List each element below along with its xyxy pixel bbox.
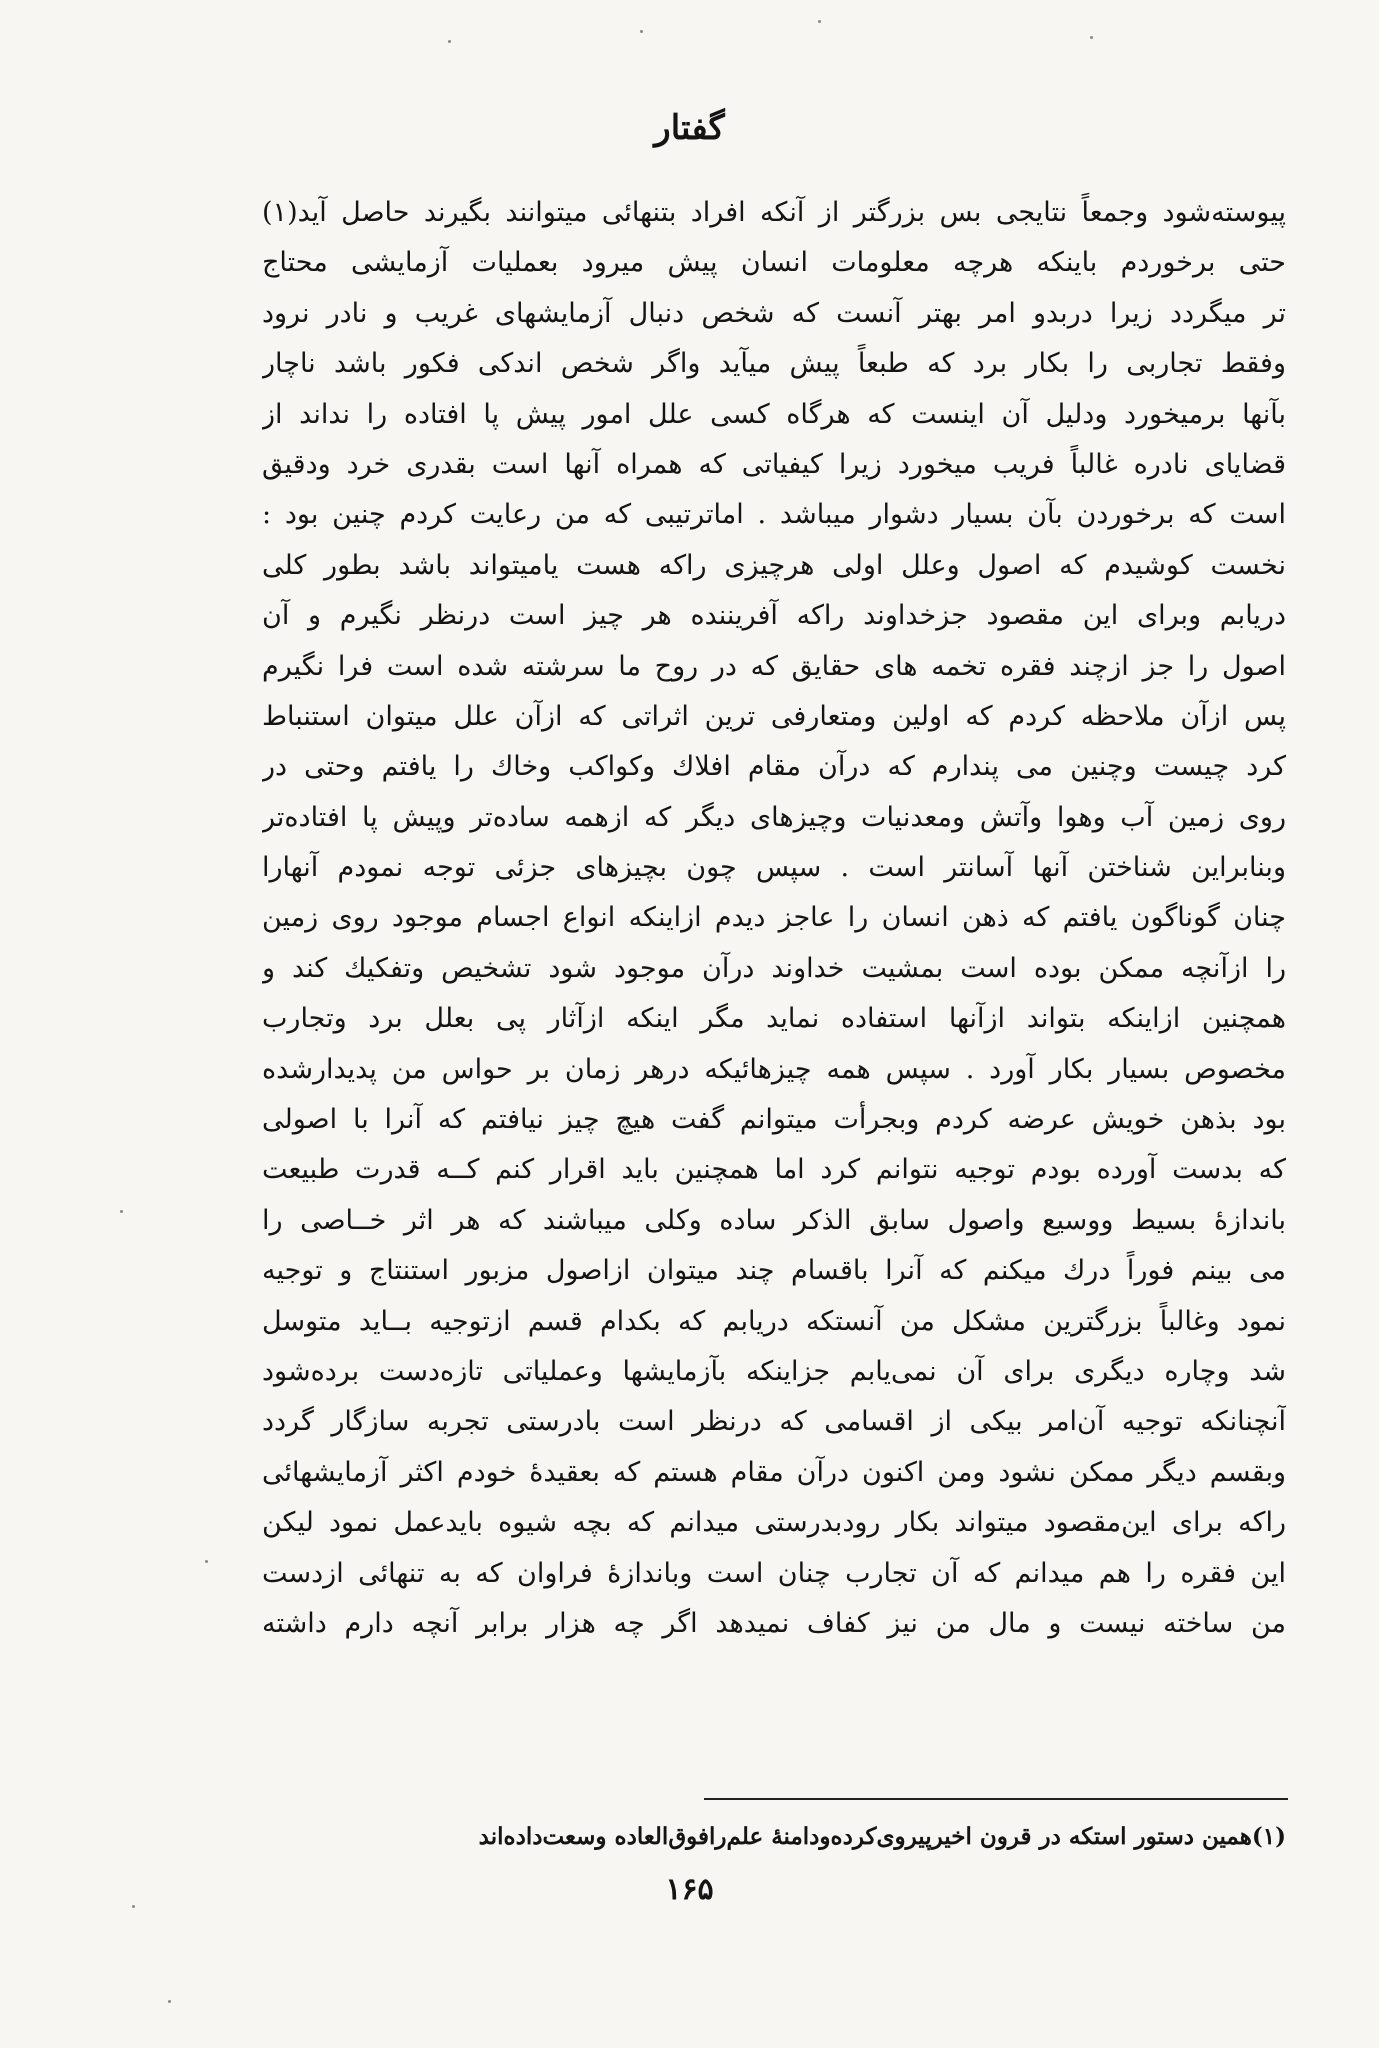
- text-line: را ازآنچه ممکن بوده است بمشیت خداوند درآن موجود شود تشخیص وتفکیك کند و: [262, 952, 1286, 984]
- text-line: وفقط تجاربی را بکار برد که طبعاً پیش میآید واگر شخص اندکی فکور باشد ناچار: [262, 348, 1286, 380]
- footnote-divider: [704, 1798, 1288, 1800]
- text-line: راکه برای این‌مقصود میتواند بکار رودبدرستی میدانم که بچه شیوه بایدعمل نمود لیکن: [262, 1507, 1286, 1539]
- scan-speck: [448, 40, 451, 43]
- text-line: چنان گوناگون یافتم که ذهن انسان را عاجز دیدم ازاینکه انواع اجسام موجود روی زمین: [262, 902, 1286, 934]
- text-line: می بینم فوراً درك میکنم که آنرا باقسام چند میتوان ازاصول مزبور استنتاج و توجیه: [262, 1255, 1286, 1287]
- text-line: مخصوص بسیار بکار آورد . سپس همه چیزهائیکه درهر زمان بر حواس من پدیدارشده: [262, 1053, 1286, 1085]
- text-line: بآنها برمیخورد ودلیل آن اینست که هرگاه کسی علل امور پیش پا افتاده را نداند از: [262, 398, 1286, 430]
- text-line: کرد چیست وچنین می پندارم که درآن مقام افلاك وکواکب وخاك را یافتم وحتی در: [262, 751, 1286, 783]
- body-text: [262, 188, 1286, 1649]
- text-line: روی زمین آب وهوا وآتش ومعدنیات وچیزهای دیگر که ازهمه ساده‌تر وپیش پا افتاده‌تر: [262, 801, 1286, 833]
- text-line: من ساخته نیست و مال من نیز کفاف نمیدهد اگر چه هزار برابر آنچه دارم داشته: [262, 1607, 1286, 1639]
- page-number: ۱۶۵: [665, 1872, 714, 1907]
- scan-speck: [205, 1560, 208, 1563]
- text-line: دریابم وبرای این مقصود جزخداوند راکه آفریننده هر چیز است درنظر نگیرم و آن: [262, 600, 1286, 632]
- text-line: وبقسم دیگر ممکن نشود ومن اکنون درآن مقام هستم که بعقیدهٔ خودم اکثر آزمایشهائی: [262, 1456, 1286, 1488]
- scan-speck: [818, 20, 821, 23]
- text-line: بود بذهن خویش عرضه کردم وبجرأت میتوانم گفت هیچ چیز نیافتم که آنرا با اصولی: [262, 1104, 1286, 1136]
- scan-speck: [132, 1905, 135, 1908]
- scan-speck: [168, 2000, 171, 2003]
- text-line: نمود وغالباً بزرگترین مشکل من آنستکه دریابم که بکدام قسم ازتوجیه بــاید متوسل: [262, 1305, 1286, 1337]
- text-line: قضایای نادره غالباً فریب میخورد زیرا کیفیاتی که همراه آنها است بقدری خرد ودقیق: [262, 448, 1286, 480]
- text-line: این فقره را هم میدانم که آن تجارب چنان است وباندازهٔ فراوان که به تنهائی ازدست: [262, 1557, 1286, 1589]
- scan-speck: [1090, 36, 1093, 39]
- scan-speck: [120, 1210, 123, 1213]
- text-line: آنچنانکه توجیه آن‌امر بیکی از اقسامی که درنظر است بادرستی تجربه سازگار گردد: [262, 1406, 1286, 1438]
- text-line: است که برخوردن بآن بسیار دشوار میباشد . اماترتیبی که من رعایت کردم چنین بود :: [262, 499, 1286, 531]
- text-line: پیوسته‌شود وجمعاً نتایجی بس بزرگتر از آنکه افراد بتنهائی میتوانند بگیرند حاصل آید(۱): [262, 197, 1286, 228]
- text-line: تر میگردد زیرا دربدو امر بهتر آنست که شخص دنبال آزمایشهای غریب و نادر نرود: [262, 297, 1286, 329]
- text-line: حتی برخوردم باینکه هرچه معلومات انسان پیش میرود بعملیات آزمایشی محتاج: [262, 247, 1286, 279]
- footnote: (۱)همین دستور استکه در قرون اخیرپیروی‌کرده‌ودامنهٔ علم‌رافوق‌العاده وسعت‌داده‌اند: [478, 1823, 1286, 1850]
- text-line: همچنین ازاینکه بتواند ازآنها استفاده نماید مگر اینکه ازآثار پی بعلل برد وتجارب: [262, 1003, 1286, 1035]
- text-line: اصول را جز ازچند فقره تخمه های حقایق که در روح ما سرشته شده است فرا نگیرم: [262, 650, 1286, 682]
- page-title: گفتار: [654, 108, 725, 148]
- scan-speck: [640, 30, 643, 33]
- text-line: وبنابراین شناختن آنها آسانتر است . سپس چون بچیزهای جزئی توجه نمودم آنهارا: [262, 852, 1286, 884]
- text-line: باندازهٔ بسیط ووسیع واصول سابق الذکر ساده وکلی میباشند که هر اثر خــاصی را: [262, 1204, 1286, 1236]
- text-line: پس ازآن ملاحظه کردم که اولین ومتعارفی ترین اثراتی که ازآن علل میتوان استنباط: [262, 700, 1286, 732]
- text-line: که بدست آورده بودم توجیه نتوانم کرد اما همچنین باید اقرار کنم کــه قدرت طبیعت: [262, 1154, 1286, 1186]
- text-line: نخست کوشیدم که اصول وعلل اولی هرچیزی راکه هست یامیتواند باشد بطور کلی: [262, 549, 1286, 581]
- text-line: شد وچاره دیگری برای آن نمی‌یابم جزاینکه بآزمایشها وعملیاتی تازه‌دست برده‌شود: [262, 1355, 1286, 1387]
